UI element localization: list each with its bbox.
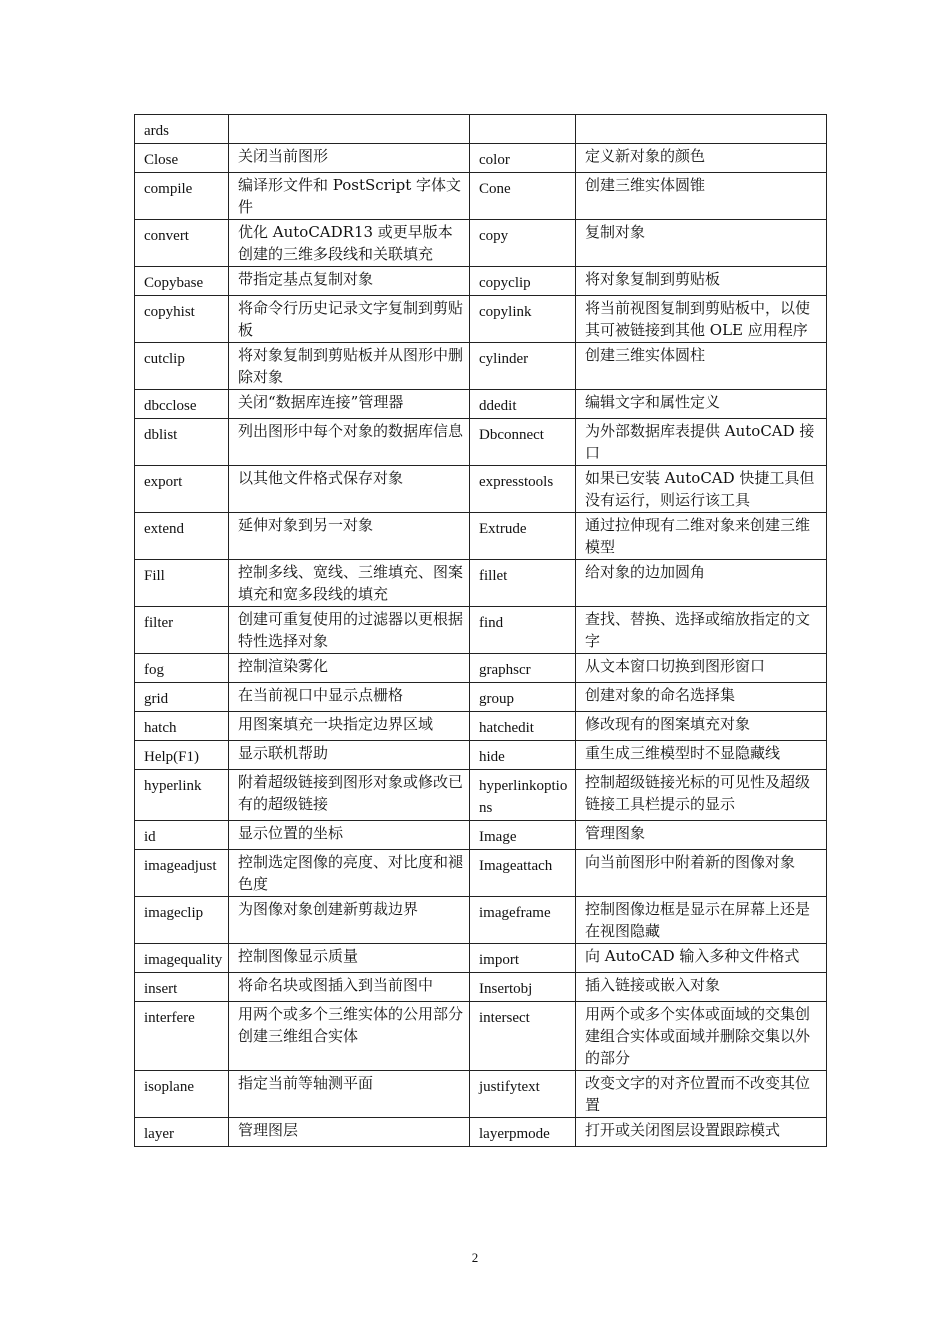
command-description: 重生成三维模型时不显隐藏线 xyxy=(576,741,827,770)
command-name xyxy=(470,115,576,144)
command-description: 插入链接或嵌入对象 xyxy=(576,973,827,1002)
command-name: cutclip xyxy=(135,343,229,390)
table-row xyxy=(135,466,827,513)
table-row xyxy=(135,712,827,741)
command-name: Extrude xyxy=(470,513,576,560)
command-description xyxy=(576,115,827,144)
table-row xyxy=(135,144,827,173)
command-description: 将当前视图复制到剪贴板中，以使其可被链接到其他 OLE 应用程序 xyxy=(576,296,827,343)
table-row xyxy=(135,1071,827,1118)
command-description: 控制图像边框是显示在屏幕上还是在视图隐藏 xyxy=(576,897,827,944)
command-description: 优化 AutoCADR13 或更早版本创建的三维多段线和关联填充 xyxy=(229,220,470,267)
command-name: imageadjust xyxy=(135,850,229,897)
command-name: ards xyxy=(135,115,229,144)
command-description: 创建可重复使用的过滤器以更根据特性选择对象 xyxy=(229,607,470,654)
table-row xyxy=(135,419,827,466)
command-name: export xyxy=(135,466,229,513)
command-description: 为图像对象创建新剪裁边界 xyxy=(229,897,470,944)
command-name: hyperlink xyxy=(135,770,229,821)
table-row xyxy=(135,390,827,419)
command-description: 显示位置的坐标 xyxy=(229,821,470,850)
command-name: imagequality xyxy=(135,944,229,973)
command-name: Image xyxy=(470,821,576,850)
command-name: copyhist xyxy=(135,296,229,343)
table-row xyxy=(135,654,827,683)
table-row xyxy=(135,513,827,560)
command-name: hatchedit xyxy=(470,712,576,741)
command-name: Close xyxy=(135,144,229,173)
command-name: import xyxy=(470,944,576,973)
command-description: 编辑文字和属性定义 xyxy=(576,390,827,419)
table-row xyxy=(135,821,827,850)
command-description: 附着超级链接到图形对象或修改已有的超级链接 xyxy=(229,770,470,821)
command-name: fillet xyxy=(470,560,576,607)
command-name: grid xyxy=(135,683,229,712)
command-name: copy xyxy=(470,220,576,267)
command-description: 延伸对象到另一对象 xyxy=(229,513,470,560)
command-description: 指定当前等轴测平面 xyxy=(229,1071,470,1118)
command-table xyxy=(134,114,827,1147)
table-row xyxy=(135,560,827,607)
command-name: graphscr xyxy=(470,654,576,683)
command-name: expresstools xyxy=(470,466,576,513)
table-row xyxy=(135,343,827,390)
command-description: 控制超级链接光标的可见性及超级链接工具栏提示的显示 xyxy=(576,770,827,821)
command-description: 用图案填充一块指定边界区域 xyxy=(229,712,470,741)
command-description: 关闭当前图形 xyxy=(229,144,470,173)
command-name: Help(F1) xyxy=(135,741,229,770)
command-name: cylinder xyxy=(470,343,576,390)
command-description: 控制渲染雾化 xyxy=(229,654,470,683)
table-row xyxy=(135,1118,827,1147)
command-description xyxy=(229,115,470,144)
command-description: 创建三维实体圆柱 xyxy=(576,343,827,390)
table-row xyxy=(135,770,827,821)
command-description: 显示联机帮助 xyxy=(229,741,470,770)
command-table-body xyxy=(135,115,827,1147)
command-description: 列出图形中每个对象的数据库信息 xyxy=(229,419,470,466)
table-row xyxy=(135,296,827,343)
table-row xyxy=(135,741,827,770)
command-name: copylink xyxy=(470,296,576,343)
command-name: compile xyxy=(135,173,229,220)
table-row xyxy=(135,267,827,296)
table-row xyxy=(135,683,827,712)
command-name: justifytext xyxy=(470,1071,576,1118)
command-description: 将对象复制到剪贴板并从图形中删除对象 xyxy=(229,343,470,390)
command-description: 给对象的边加圆角 xyxy=(576,560,827,607)
command-name: layer xyxy=(135,1118,229,1147)
command-description: 修改现有的图案填充对象 xyxy=(576,712,827,741)
command-name: filter xyxy=(135,607,229,654)
table-row xyxy=(135,944,827,973)
command-name: imageclip xyxy=(135,897,229,944)
command-description: 向当前图形中附着新的图像对象 xyxy=(576,850,827,897)
table-row xyxy=(135,173,827,220)
command-description: 编译形文件和 PostScript 字体文件 xyxy=(229,173,470,220)
command-description: 为外部数据库表提供 AutoCAD 接口 xyxy=(576,419,827,466)
table-row xyxy=(135,973,827,1002)
command-name: fog xyxy=(135,654,229,683)
command-description: 复制对象 xyxy=(576,220,827,267)
command-description: 打开或关闭图层设置跟踪模式 xyxy=(576,1118,827,1147)
command-name: color xyxy=(470,144,576,173)
command-name: hide xyxy=(470,741,576,770)
command-name: Copybase xyxy=(135,267,229,296)
command-name: find xyxy=(470,607,576,654)
command-name: layerpmode xyxy=(470,1118,576,1147)
command-description: 创建对象的命名选择集 xyxy=(576,683,827,712)
command-description: 管理图象 xyxy=(576,821,827,850)
command-name: Insertobj xyxy=(470,973,576,1002)
command-description: 从文本窗口切换到图形窗口 xyxy=(576,654,827,683)
command-description: 如果已安装 AutoCAD 快捷工具但没有运行，则运行该工具 xyxy=(576,466,827,513)
table-row xyxy=(135,115,827,144)
command-name: insert xyxy=(135,973,229,1002)
command-description: 改变文字的对齐位置而不改变其位置 xyxy=(576,1071,827,1118)
command-description: 将命名块或图插入到当前图中 xyxy=(229,973,470,1002)
command-description: 用两个或多个三维实体的公用部分创建三维组合实体 xyxy=(229,1002,470,1071)
command-name: convert xyxy=(135,220,229,267)
command-name: intersect xyxy=(470,1002,576,1071)
command-name: Imageattach xyxy=(470,850,576,897)
command-description: 管理图层 xyxy=(229,1118,470,1147)
command-name: interfere xyxy=(135,1002,229,1071)
command-description: 查找、替换、选择或缩放指定的文字 xyxy=(576,607,827,654)
page-number: 2 xyxy=(471,1250,479,1265)
command-name: imageframe xyxy=(470,897,576,944)
command-name: isoplane xyxy=(135,1071,229,1118)
command-description: 向 AutoCAD 输入多种文件格式 xyxy=(576,944,827,973)
command-name: extend xyxy=(135,513,229,560)
command-name: copyclip xyxy=(470,267,576,296)
command-description: 在当前视口中显示点栅格 xyxy=(229,683,470,712)
command-name: hatch xyxy=(135,712,229,741)
command-description: 将对象复制到剪贴板 xyxy=(576,267,827,296)
command-name: dblist xyxy=(135,419,229,466)
command-description: 关闭“数据库连接”管理器 xyxy=(229,390,470,419)
command-description: 控制图像显示质量 xyxy=(229,944,470,973)
command-name: Cone xyxy=(470,173,576,220)
command-name: id xyxy=(135,821,229,850)
command-name: group xyxy=(470,683,576,712)
table-row xyxy=(135,220,827,267)
command-name: Dbconnect xyxy=(470,419,576,466)
table-row xyxy=(135,1002,827,1071)
command-name: hyperlinkoptions xyxy=(470,770,576,821)
command-description: 带指定基点复制对象 xyxy=(229,267,470,296)
command-description: 用两个或多个实体或面域的交集创建组合实体或面域并删除交集以外的部分 xyxy=(576,1002,827,1071)
command-name: Fill xyxy=(135,560,229,607)
table-row xyxy=(135,897,827,944)
command-description: 创建三维实体圆锥 xyxy=(576,173,827,220)
command-description: 通过拉伸现有二维对象来创建三维模型 xyxy=(576,513,827,560)
command-name: ddedit xyxy=(470,390,576,419)
command-description: 控制多线、宽线、三维填充、图案填充和宽多段线的填充 xyxy=(229,560,470,607)
command-description: 控制选定图像的亮度、对比度和褪色度 xyxy=(229,850,470,897)
table-row xyxy=(135,607,827,654)
table-row xyxy=(135,850,827,897)
command-description: 将命令行历史记录文字复制到剪贴板 xyxy=(229,296,470,343)
command-name: dbcclose xyxy=(135,390,229,419)
command-description: 定义新对象的颜色 xyxy=(576,144,827,173)
command-description: 以其他文件格式保存对象 xyxy=(229,466,470,513)
